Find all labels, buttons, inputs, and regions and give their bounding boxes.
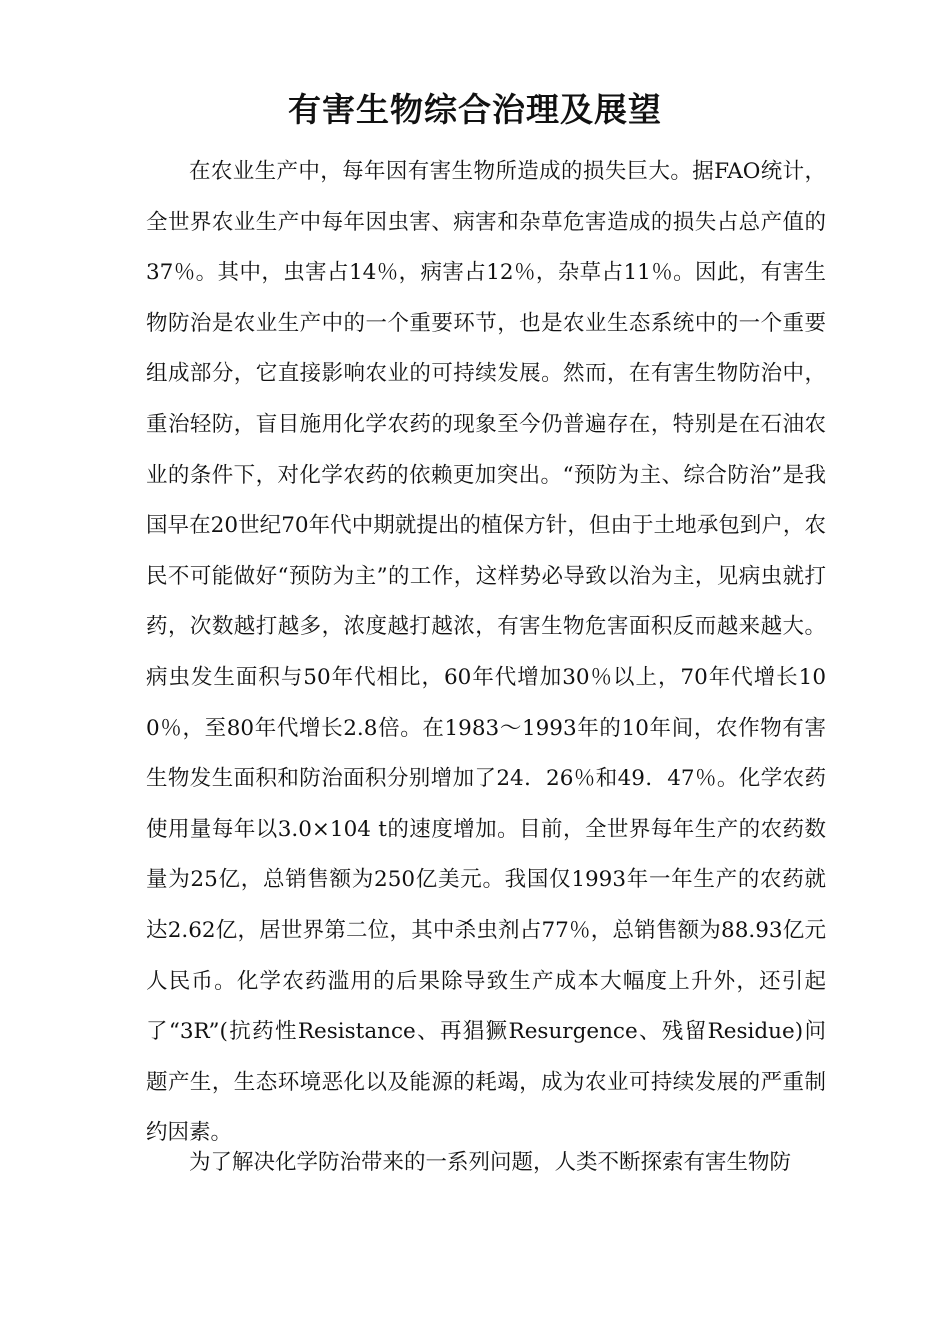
paragraph-1: 在农业生产中，每年因有害生物所造成的损失巨大。据FAO统计，全世界农业生产中每年因虫害、病害和杂草危害造成的损失占总产值的37％。其中，虫害占14％，病害占12％，杂草占11％。因此，有害生物防治是农业生产中的一个重要环节，也是农业生态系统中的一个重要组成部分，它直接影响农业的可持续发展。然而，在有害生物防治中，重治轻防，盲目施用化学农药的现象至今仍普遍存在，特别是在石油农业的条件下，对化学农药的依赖更加突出。“预防为主、综合防治”是我国早在20世纪70年代中期就提出的植保方针，但由于土地承包到户，农民不可能做好“预防为主”的工作，这样势必导致以治为主，见病虫就打药，次数越打越多，浓度越打越浓，有害生物危害面积反而越来越大。病虫发生面积与50年代相比，60年代增加30％以上，70年代增长100％，至80年代增长2.8倍。在1983～1993年的10年间，农作物有害生物发生面积和防治面积分别增加了24．26％和49．47％。化学农药使用量每年以3.0×104 t的速度增加。目前，全世界每年生产的农药数量为25亿，总销售额为250亿美元。我国仅1993年一年生产的农药就达2.62亿，居世界第二位，其中杀虫剂占77％，总销售额为88.93亿元人民币。化学农药滥用的后果除导致生产成本大幅度上升外，还引起了“3R”(抗药性Resistance、再猖獗Resurgence、残留Residue)问题产生，生态环境恶化以及能源的耗竭，成为农业可持续发展的严重制约因素。 bbox=[146, 159, 826, 1146]
paragraph-2: 为了解决化学防治带来的一系列问题，人类不断探索有害生物防 bbox=[189, 1150, 792, 1175]
document-title: 有害生物综合治理及展望 bbox=[288, 90, 662, 129]
